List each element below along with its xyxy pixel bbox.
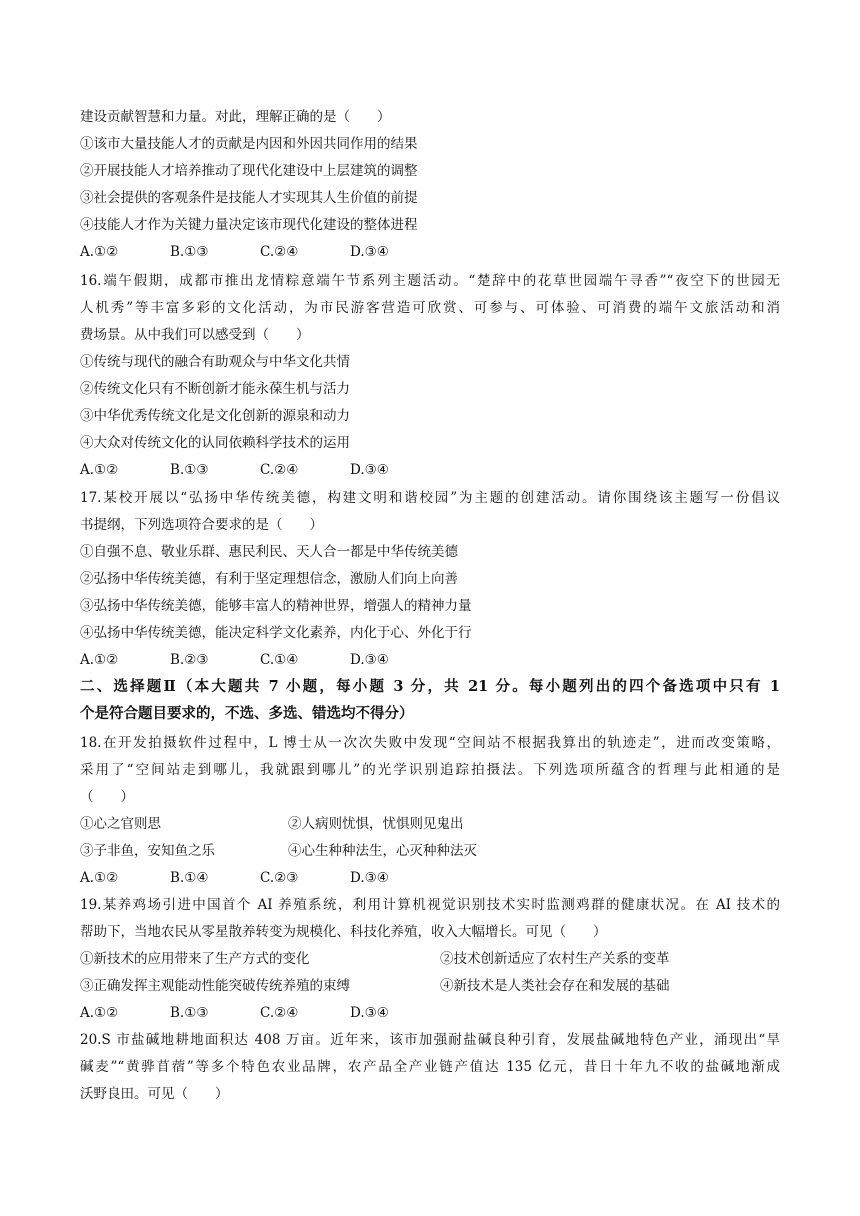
q18-choice-b: B.①④ (170, 870, 209, 886)
q17-option-3: ③弘扬中华传统美德，能够丰富人的精神世界，增强人的精神力量 (80, 598, 472, 614)
q18-stem-line-2: 采用了“空间站走到哪儿，我就跟到哪儿”的光学识别追踪拍摄法。下列选项所蕴含的哲理与此相通的是 (80, 762, 780, 778)
q18-stem-line-3: （ ） (80, 789, 134, 805)
q15-option-3: ③社会提供的客观条件是技能人才实现其人生价值的前提 (80, 190, 418, 206)
q16-choice-b: B.①③ (170, 462, 209, 478)
q15-option-4: ④技能人才作为关键力量决定该市现代化建设的整体进程 (80, 217, 418, 233)
q17-stem-line-2: 书提纲，下列选项符合要求的是（ ） (80, 517, 323, 533)
q15-choice-d: D.③④ (350, 244, 389, 260)
q19-stem-line-1: 19.某养鸡场引进中国首个 AI 养殖系统，利用计算机视觉识别技术实时监测鸡群的健康状况。在 AI 技术的 (80, 897, 780, 913)
section-2-title-line-1: 二、选择题Ⅱ（本大题共 7 小题，每小题 3 分，共 21 分。每小题列出的四个备选项中只有 1 (80, 678, 780, 695)
q18-option-1: ①心之官则思 (80, 816, 161, 832)
q18-option-2: ②人病则忧惧，忧惧则见鬼出 (288, 816, 464, 832)
q17-choice-c: C.①④ (260, 652, 299, 668)
q20-stem-line-1: 20.S 市盐碱地耕地面积达 408 万亩。近年来，该市加强耐盐碱良种引育，发展盐碱地特色产业，涌现出“旱 (80, 1032, 780, 1048)
q15-choice-b: B.①③ (170, 244, 209, 260)
q15-option-1: ①该市大量技能人才的贡献是内因和外因共同作用的结果 (80, 136, 418, 152)
q19-option-2: ②技术创新适应了农村生产关系的变革 (440, 951, 670, 967)
q16-option-1: ①传统与现代的融合有助观众与中华文化共情 (80, 354, 350, 370)
q16-stem-line-1: 16.端午假期，成都市推出龙情粽意端午节系列主题活动。“楚辞中的花草世园端午寻香”“夜空下的世园无 (80, 273, 780, 289)
q15-stem-end: 建设贡献智慧和力量。对此，理解正确的是（ ） (80, 109, 391, 125)
q17-option-4: ④弘扬中华传统美德，能决定科学文化素养，内化于心、外化于行 (80, 625, 472, 641)
q19-choice-b: B.①③ (170, 1005, 209, 1021)
q19-option-1: ①新技术的应用带来了生产方式的变化 (80, 951, 310, 967)
q17-option-2: ②弘扬中华传统美德，有利于坚定理想信念，激励人们向上向善 (80, 571, 458, 587)
q15-option-2: ②开展技能人才培养推动了现代化建设中上层建筑的调整 (80, 163, 418, 179)
q16-option-2: ②传统文化只有不断创新才能永葆生机与活力 (80, 381, 350, 397)
q15-choice-c: C.②④ (260, 244, 299, 260)
q16-stem-line-3: 费场景。从中我们可以感受到（ ） (80, 327, 310, 343)
q17-option-1: ①自强不息、敬业乐群、惠民利民、天人合一都是中华传统美德 (80, 544, 458, 560)
q16-choice-d: D.③④ (350, 462, 389, 478)
q17-stem-line-1: 17.某校开展以“弘扬中华传统美德，构建文明和谐校园”为主题的创建活动。请你围绕该主题写一份倡议 (80, 490, 780, 506)
q18-choice-c: C.②③ (260, 870, 299, 886)
q16-choice-c: C.②④ (260, 462, 299, 478)
q16-stem-line-2: 人机秀”等丰富多彩的文化活动，为市民游客营造可欣赏、可参与、可体验、可消费的端午文旅活动和消 (80, 300, 780, 316)
q18-option-3: ③子非鱼，安知鱼之乐 (80, 843, 215, 859)
q19-option-4: ④新技术是人类社会存在和发展的基础 (440, 978, 670, 994)
section-2-title-line-2: 个是符合题目要求的，不选、多选、错选均不得分） (80, 705, 414, 722)
q17-choice-b: B.②③ (170, 652, 209, 668)
q19-option-3: ③正确发挥主观能动性能突破传统养殖的束缚 (80, 978, 350, 994)
q18-choice-a: A.①② (80, 870, 119, 886)
q20-stem-line-3: 沃野良田。可见（ ） (80, 1086, 229, 1102)
q16-option-3: ③中华优秀传统文化是文化创新的源泉和动力 (80, 408, 350, 424)
q19-stem-line-2: 帮助下，当地农民从零星散养转变为规模化、科技化养殖，收入大幅增长。可见（ ） (80, 924, 607, 940)
q15-choice-a: A.①② (80, 244, 119, 260)
q18-choice-d: D.③④ (350, 870, 389, 886)
q18-option-4: ④心生种种法生，心灭种种法灭 (288, 843, 477, 859)
q19-choice-c: C.②④ (260, 1005, 299, 1021)
q16-option-4: ④大众对传统文化的认同依赖科学技术的运用 (80, 435, 350, 451)
q17-choice-a: A.①② (80, 652, 119, 668)
q16-choice-a: A.①② (80, 462, 119, 478)
q18-stem-line-1: 18.在开发拍摄软件过程中，L 博士从一次次失败中发现“空间站不根据我算出的轨迹走”，进而改变策略， (80, 735, 780, 751)
q17-choice-d: D.③④ (350, 652, 389, 668)
q19-choice-d: D.③④ (350, 1005, 389, 1021)
q20-stem-line-2: 碱麦”“黄骅苜蓿”等多个特色农业品牌，农产品全产业链产值达 135 亿元，昔日十年九不收的盐碱地渐成 (80, 1059, 780, 1075)
q19-choice-a: A.①② (80, 1005, 119, 1021)
